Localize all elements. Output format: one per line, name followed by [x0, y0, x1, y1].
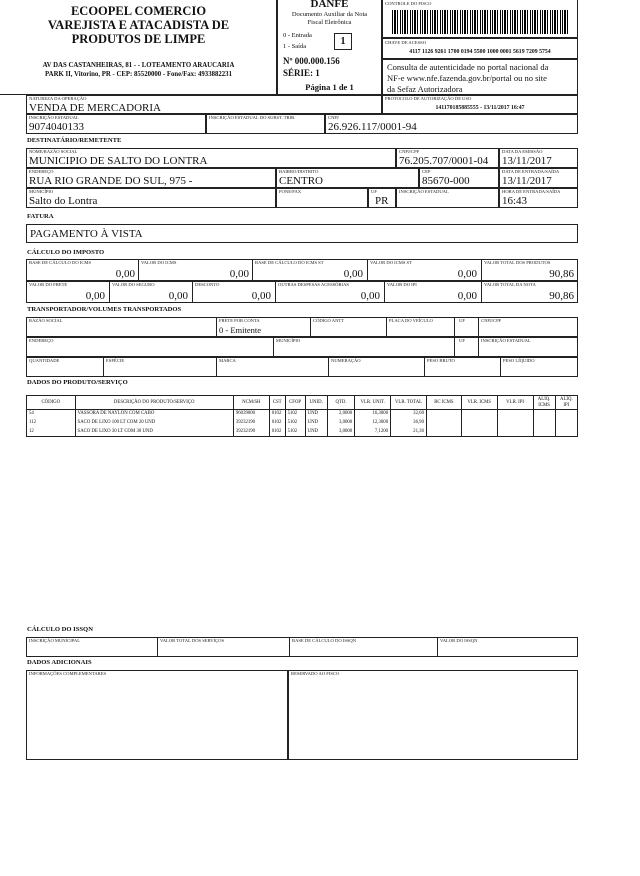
- dest-emissao-value: 13/11/2017: [502, 155, 552, 167]
- natureza-label: NATUREZA DA OPERAÇÃO: [29, 96, 87, 101]
- cell-vlr-unit: 12,3000: [355, 419, 391, 428]
- icms-value: 0,00: [229, 268, 249, 280]
- divider: [478, 337, 479, 357]
- cell-aliq-icms: [533, 419, 555, 428]
- col-vlr-ipi: VLR. IPI: [497, 396, 533, 410]
- issqn-valor-label: VALOR DO ISSQN: [440, 638, 478, 643]
- dest-uf-value: PR: [375, 195, 389, 207]
- col-codigo: CÓDIGO: [27, 396, 76, 410]
- divider: [216, 317, 217, 337]
- col-cfop: CFOP: [285, 396, 305, 410]
- dest-nome-label: NOME/RAZÃO SOCIAL: [29, 149, 78, 154]
- danfe-pagina: Página 1 de 1: [305, 82, 354, 92]
- transp-ie-label: INSCRIÇÃO ESTADUAL: [481, 338, 531, 343]
- transp-municipio-label: MUNICÍPIO: [276, 338, 301, 343]
- transp-uf-label: UF: [459, 318, 465, 323]
- cell-bc-icms: [426, 428, 461, 437]
- dest-endereco-label: ENDEREÇO: [29, 169, 54, 174]
- col-aliq-icms: ALÍQ. ICMS: [533, 396, 555, 410]
- danfe-title: DANFE: [310, 0, 349, 10]
- total-nota-label: VALOR TOTAL DA NOTA: [484, 282, 536, 287]
- cell-vlr-unit: 7,1200: [355, 428, 391, 437]
- products-table: [26, 395, 578, 437]
- danfe-serie: SÉRIE: 1: [283, 68, 320, 78]
- divider: [424, 357, 425, 377]
- divider: [481, 259, 482, 281]
- consulta-line1: Consulta de autenticidade no portal nacional da: [387, 62, 549, 72]
- icms-st-value: 0,00: [457, 268, 477, 280]
- produtos-section: DADOS DO PRODUTO/SERVIÇO: [27, 379, 128, 386]
- col-aliq-ipi: ALÍQ. IPI: [555, 396, 577, 410]
- col-descricao: DESCRIÇÃO DO PRODUTO/SERVIÇO: [75, 396, 233, 410]
- col-cst: CST: [269, 396, 285, 410]
- transp-cnpj-label: CNPJ/CPF: [481, 318, 502, 323]
- danfe-numero: Nº 000.000.156: [283, 56, 340, 66]
- transp-numeracao-label: NUMERAÇÃO: [331, 358, 361, 363]
- cell-cfop: 5102: [285, 419, 305, 428]
- table-row: [27, 428, 578, 437]
- col-ncm: NCM/SH: [233, 396, 269, 410]
- dest-cep-value: 85670-000: [422, 175, 470, 187]
- cell-unid: UND: [305, 428, 327, 437]
- danfe-entrada: 0 - Entrada: [283, 32, 312, 39]
- divider: [384, 281, 385, 303]
- col-bc-icms: BC ICMS: [426, 396, 461, 410]
- products-header-row: [27, 396, 578, 410]
- outras-label: OUTRAS DESPESAS ACESSÓRIAS: [278, 282, 349, 287]
- dest-nome-value: MUNICIPIO DE SALTO DO LONTRA: [29, 155, 208, 167]
- cnpj-value: 26.926.117/0001-94: [328, 121, 417, 133]
- bc-st-value: 0,00: [343, 268, 363, 280]
- info-complementares-label: INFORMAÇÕES COMPLEMENTARES: [29, 671, 107, 676]
- cell-vlr-ipi: [497, 419, 533, 428]
- cell-vlr-icms: [461, 428, 497, 437]
- col-vlr-total: VLR. TOTAL: [391, 396, 427, 410]
- issqn-total-label: VALOR TOTAL DOS SERVIÇOS: [160, 638, 225, 643]
- cell-cfop: 5102: [285, 410, 305, 419]
- transp-especie-label: ESPÉCIE: [106, 358, 125, 363]
- transp-razao-label: RAZÃO SOCIAL: [29, 318, 63, 323]
- reservado-fisco-box: [288, 670, 578, 760]
- divider: [103, 357, 104, 377]
- seguro-label: VALOR DO SEGURO: [112, 282, 155, 287]
- cell-vlr-icms: [461, 410, 497, 419]
- divider: [310, 317, 311, 337]
- cell-descricao: SACO DE LIXO 30 LT COM 30 UND: [75, 428, 233, 437]
- cell-cst: 0102: [269, 428, 285, 437]
- cell-vlr-icms: [461, 419, 497, 428]
- divider: [367, 259, 368, 281]
- cell-ncm: 39232190: [233, 428, 269, 437]
- dest-entrada-label: DATA DE ENTRADA/SAÍDA: [502, 169, 560, 174]
- bc-icms-label: BASE DE CÁLCULO DO ICMS: [29, 260, 92, 265]
- table-row: [27, 410, 578, 419]
- cell-aliq-icms: [533, 410, 555, 419]
- destinatario-section: DESTINATÁRIO/REMETENTE: [27, 137, 122, 144]
- controle-label: CONTROLE DO FISCO: [385, 1, 432, 6]
- frete-label: VALOR DO FRETE: [29, 282, 68, 287]
- divider: [252, 259, 253, 281]
- emitente-name-line1: ECOOPEL COMERCIO: [70, 4, 207, 18]
- frete-value: 0,00: [85, 290, 105, 302]
- danfe-saida: 1 - Saída: [283, 43, 307, 50]
- divider: [386, 317, 387, 337]
- cell-vlr-unit: 16,3000: [355, 410, 391, 419]
- dest-cep-label: CEP: [422, 169, 431, 174]
- ipi-value: 0,00: [457, 290, 477, 302]
- danfe-subtitle-line1: Documento Auxiliar da Nota: [291, 11, 368, 18]
- natureza-value: VENDA DE MERCADORIA: [29, 102, 161, 114]
- icms-label: VALOR DO ICMS: [141, 260, 177, 265]
- cell-aliq-ipi: [555, 410, 577, 419]
- dest-endereco-value: RUA RIO GRANDE DO SUL, 975 -: [29, 175, 193, 187]
- issqn-section: CÁLCULO DO ISSQN: [27, 626, 93, 633]
- cell-descricao: SACO DE LIXO 100 LT COM 20 UND: [75, 419, 233, 428]
- transp-peso-liquido-label: PESO LÍQUIDO: [503, 358, 535, 363]
- cell-codigo: 54: [27, 410, 76, 419]
- dest-municipio-label: MUNICÍPIO: [29, 189, 54, 194]
- cell-unid: UND: [305, 410, 327, 419]
- divider: [192, 281, 193, 303]
- emitente-name-line3: PRODUTOS DE LIMPE: [71, 32, 206, 46]
- col-qtd: QTD.: [327, 396, 354, 410]
- transp-endereco-label: ENDEREÇO: [29, 338, 54, 343]
- desconto-value: 0,00: [251, 290, 271, 302]
- cell-codigo: 112: [27, 419, 76, 428]
- bc-st-label: BASE DE CÁLCULO DO ICMS ST: [255, 260, 324, 265]
- cell-bc-icms: [426, 419, 461, 428]
- dest-municipio-value: Salto do Lontra: [29, 195, 98, 207]
- dest-uf-label: UF: [371, 189, 377, 194]
- info-complementares-box: [26, 670, 288, 760]
- divider: [275, 281, 276, 303]
- col-vlr-unit: VLR. UNIT.: [355, 396, 391, 410]
- cell-codigo: 12: [27, 428, 76, 437]
- cell-cfop: 5102: [285, 428, 305, 437]
- reservado-fisco-label: RESERVADO AO FISCO: [291, 671, 340, 676]
- col-unid: UNID.: [305, 396, 327, 410]
- cell-vlr-ipi: [497, 428, 533, 437]
- danfe-subtitle-line2: Fiscal Eletrônica: [307, 19, 352, 26]
- dest-ie-label: INSCRIÇÃO ESTADUAL: [399, 189, 449, 194]
- dest-bairro-label: BAIRRO/DISTRITO: [279, 169, 319, 174]
- seguro-value: 0,00: [168, 290, 188, 302]
- transportador-section: TRANSPORTADOR/VOLUMES TRANSPORTADOS: [27, 306, 182, 313]
- fatura-text: PAGAMENTO À VISTA: [30, 228, 143, 240]
- divider: [138, 259, 139, 281]
- col-vlr-icms: VLR. ICMS: [461, 396, 497, 410]
- cell-qtd: 3,0000: [327, 428, 354, 437]
- cnpj-label: CNPJ: [328, 115, 339, 120]
- divider: [157, 637, 158, 657]
- danfe-tipo: 1: [340, 36, 346, 47]
- transp-uf2-label: UF: [459, 338, 465, 343]
- emitente-address-line2: PARK II, Vitorino, PR - CEP: 85520000 - Fone/Fax: 4933882231: [45, 71, 232, 78]
- divider: [109, 281, 110, 303]
- divider: [273, 337, 274, 357]
- protocolo-label: PROTOCOLO DE AUTORIZAÇÃO DE USO: [385, 96, 472, 101]
- ie-st-label: INSCRIÇÃO ESTADUAL DO SUBST. TRIB.: [209, 115, 296, 120]
- cell-bc-icms: [426, 410, 461, 419]
- adicionais-section: DADOS ADICIONAIS: [27, 659, 92, 666]
- total-prod-label: VALOR TOTAL DOS PRODUTOS: [484, 260, 551, 265]
- cell-vlr-total: 21,36: [391, 428, 427, 437]
- protocolo-value: 141170185885555 - 13/11/2017 16:47: [435, 105, 525, 111]
- cell-aliq-ipi: [555, 419, 577, 428]
- divider: [437, 637, 438, 657]
- transp-marca-label: MARCA: [219, 358, 236, 363]
- ie-value: 9074040133: [29, 121, 84, 133]
- divider: [289, 637, 290, 657]
- cell-vlr-total: 36,90: [391, 419, 427, 428]
- fatura-section: FATURA: [27, 213, 54, 220]
- total-prod-value: 90,86: [549, 268, 574, 280]
- chave-value: 4117 1126 9261 1700 0194 5500 1000 0001 5619 7209 5754: [409, 49, 551, 55]
- cell-vlr-ipi: [497, 410, 533, 419]
- issqn-im-label: INSCRIÇÃO MUNICIPAL: [29, 638, 81, 643]
- chave-label: CHAVE DE ACESSO: [385, 40, 427, 45]
- bc-icms-value: 0,00: [115, 268, 135, 280]
- outras-value: 0,00: [360, 290, 380, 302]
- icms-st-label: VALOR DO ICMS ST: [370, 260, 412, 265]
- cell-ncm: 96039000: [233, 410, 269, 419]
- divider: [500, 357, 501, 377]
- barcode: [392, 10, 569, 34]
- cell-cst: 0102: [269, 419, 285, 428]
- emitente-name-line2: VAREJISTA E ATACADISTA DE: [47, 18, 230, 32]
- divider: [454, 317, 455, 337]
- cell-cst: 0102: [269, 410, 285, 419]
- transp-peso-bruto-label: PESO BRUTO: [427, 358, 455, 363]
- cell-ncm: 39232190: [233, 419, 269, 428]
- cell-descricao: VASSORA DE NAYLON COM CABO: [75, 410, 233, 419]
- transp-frete-label: FRETE POR CONTA: [219, 318, 260, 323]
- divider: [481, 281, 482, 303]
- divider: [454, 337, 455, 357]
- dest-hora-label: HORA DE ENTRADA/SAÍDA: [502, 189, 561, 194]
- dest-hora-value: 16:43: [502, 195, 528, 207]
- total-nota-value: 90,86: [549, 290, 574, 302]
- issqn-bc-label: BASE DE CÁLCULO DO ISSQN: [292, 638, 357, 643]
- emitente-address-line1: AV DAS CASTANHEIRAS, 81 - - LOTEAMENTO ARAUCARIA: [42, 62, 235, 69]
- cell-qtd: 3,0000: [327, 419, 354, 428]
- imposto-section: CÁLCULO DO IMPOSTO: [27, 249, 105, 256]
- cell-qtd: 2,0000: [327, 410, 354, 419]
- consulta-line2: NF-e www.nfe.fazenda.gov.br/portal ou no site: [387, 73, 547, 83]
- cell-unid: UND: [305, 419, 327, 428]
- divider: [216, 357, 217, 377]
- transp-placa-label: PLACA DO VEÍCULO: [389, 318, 433, 323]
- cell-aliq-ipi: [555, 428, 577, 437]
- transp-quantidade-label: QUANTIDADE: [29, 358, 60, 363]
- consulta-line3: da Sefaz Autorizadora: [387, 84, 463, 94]
- divider: [478, 317, 479, 337]
- cell-aliq-icms: [533, 428, 555, 437]
- transp-frete-value: 0 - Emitente: [219, 325, 262, 335]
- divider: [328, 357, 329, 377]
- dest-entrada-value: 13/11/2017: [502, 175, 552, 187]
- ie-label: INSCRIÇÃO ESTADUAL: [29, 115, 79, 120]
- desconto-label: DESCONTO: [195, 282, 220, 287]
- dest-bairro-value: CENTRO: [279, 175, 323, 187]
- dest-fone-label: FONE/FAX: [279, 189, 302, 194]
- dest-cnpj-value: 76.205.707/0001-04: [399, 155, 489, 167]
- dest-emissao-label: DATA DA EMISSÃO: [502, 149, 543, 154]
- transp-antt-label: CÓDIGO ANTT: [313, 318, 345, 323]
- table-row: [27, 419, 578, 428]
- ipi-label: VALOR DO IPI: [387, 282, 417, 287]
- dest-cnpj-label: CNPJ/CPF: [399, 149, 420, 154]
- cell-vlr-total: 32,60: [391, 410, 427, 419]
